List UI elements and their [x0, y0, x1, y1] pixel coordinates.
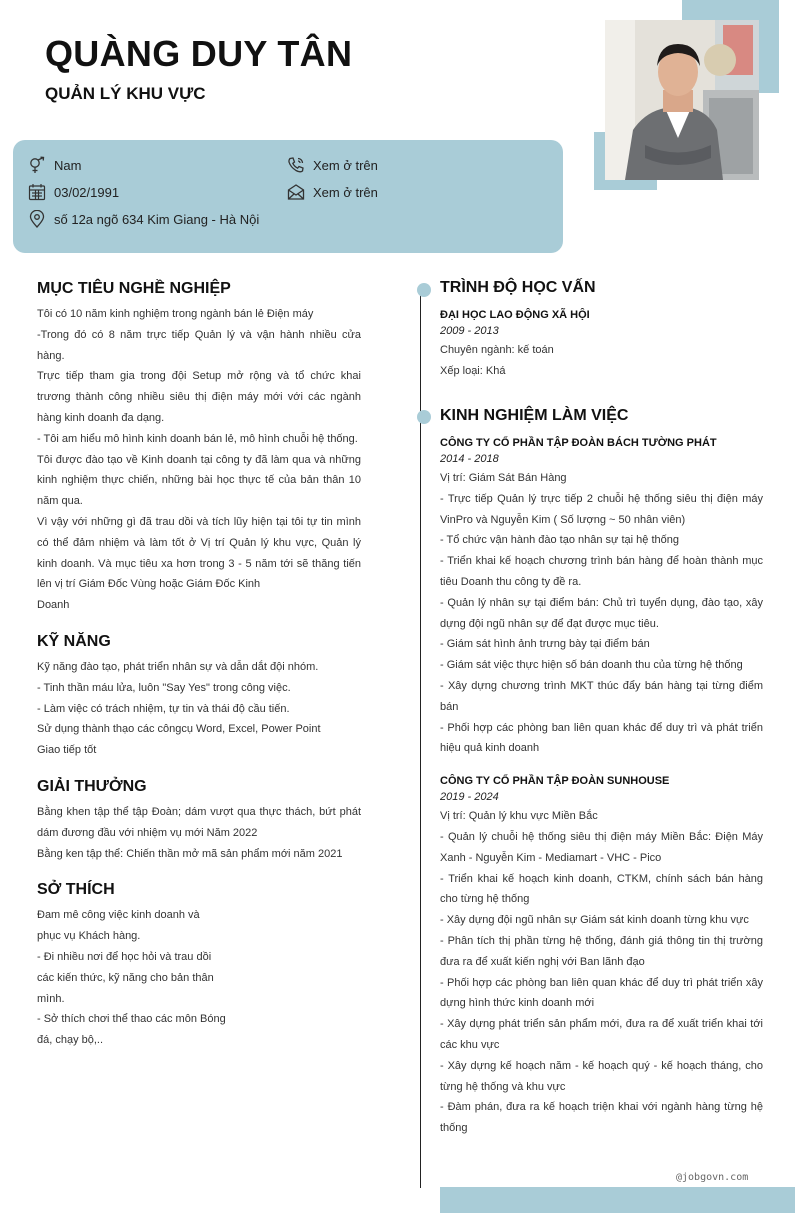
calendar-icon	[28, 183, 46, 201]
job-position: Vị trí: Quản lý khu vực Miền Bắc	[440, 810, 598, 823]
phone-value: Xem ở trên	[313, 157, 378, 173]
job-bullet: - Phối hợp các phòng ban liên quan khác để duy trì phát triển xây dựng hình thức kinh doanh mới	[440, 976, 763, 1010]
objective-line: Doanh	[37, 599, 70, 612]
job-bullet: - Trực tiếp Quản lý trực tiếp 2 chuỗi hệ thống siêu thị điện máy VinPro và Nguyễn Kim ( Số lượng ~ 50 nhân viên)	[440, 492, 763, 526]
objective-line: Vì vậy với những gì đã trau dồi và tích lũy hiện tại tôi tự tin mình có thể đảm nhiệm và làm tốt ở Vị trí Quản lý khu vực, Quản lý kinh doanh. Và mục tiêu xa hơn trong 3 - 5 năm tới sẽ thăng tiến lên vị trí Giám Đốc Vùng hoặc Giám Đốc Kinh	[37, 515, 361, 591]
profile-photo	[605, 20, 759, 180]
education-title: TRÌNH ĐỘ HỌC VẤN	[440, 279, 596, 296]
skill-line: Giao tiếp tốt	[37, 744, 97, 757]
timeline-dot-education	[417, 283, 431, 297]
job-bullet: - Phối hợp các phòng ban liên quan khác để duy trì và phát triển hiệu quả kinh doanh	[440, 721, 763, 755]
watermark: @jobgovn.com	[676, 1172, 749, 1183]
skill-line: Kỹ năng đào tạo, phát triển nhân sự và dẫn dắt đội nhóm.	[37, 660, 319, 673]
job-bullet: - Xây dựng kế hoạch năm - kế hoạch quý - kế hoạch tháng, cho từng hệ thống và khu vực	[440, 1059, 763, 1093]
hobby-line: Đam mê công việc kinh doanh và	[37, 909, 200, 922]
job-bullet: - Quản lý nhân sự tại điểm bán: Chủ trì tuyển dụng, đào tạo, xây dựng đội ngũ nhân sự để đạt được mục tiêu.	[440, 596, 763, 630]
hobbies-section	[37, 881, 361, 1051]
job-bullet: - Phân tích thị phần từng hệ thống, đánh giá thông tin thị trường đưa ra để xuất kiến nghị với Ban lãnh đạo	[440, 934, 763, 968]
job-bullet: - Xây dựng chương trình MKT thúc đẩy bán hàng tại từng điểm bán	[440, 679, 763, 713]
job-bullet: - Giám sát hình ảnh trưng bày tại điểm bán	[440, 638, 650, 651]
experience-section	[440, 407, 763, 1139]
objective-line: Tôi được đào tạo về Kinh doanh tại công ty đã làm qua và những kinh nghiệm thực chiến, những bài học thực tế của bản thân 10 năm qua.	[37, 453, 361, 508]
gender-value: Nam	[54, 157, 82, 173]
award-line: Bằng khen tập thể tập Đoàn; dám vượt qua thực thách, bứt phát dám đương đầu với nhiệm vụ mới Năm 2022	[37, 805, 361, 839]
job-bullet: - Xây dựng phát triển sản phẩm mới, đưa ra để xuất triển khai tới các khu vực	[440, 1018, 763, 1051]
skills-title: KỸ NĂNG	[37, 632, 111, 650]
phone-icon	[287, 156, 305, 174]
contact-box	[13, 140, 563, 253]
skill-line: - Làm việc có trách nhiệm, tự tin và thái độ cầu tiến.	[37, 702, 290, 715]
education-grade: Xếp loại: Khá	[440, 364, 506, 377]
education-major: Chuyên ngành: kế toán	[440, 344, 554, 356]
job-bullet: - Triển khai kế hoạch kinh doanh, CTKM, chính sách bán hàng cho từng hệ thống	[440, 872, 763, 906]
job-period: 2019 - 2024	[440, 791, 499, 804]
job-bullet: - Tổ chức vận hành đào tạo nhân sự tại hệ thống	[440, 534, 679, 547]
email-value: Xem ở trên	[313, 184, 378, 200]
address-value: số 12a ngõ 634 Kim Giang - Hà Nội	[54, 211, 260, 227]
objective-title: MỤC TIÊU NGHỀ NGHIỆP	[37, 280, 231, 297]
skill-line: Sử dụng thành thạo các côngcụ Word, Excel, Power Point	[37, 723, 321, 736]
timeline-line	[420, 290, 421, 1188]
candidate-job-title: QUẢN LÝ KHU VỰC	[45, 84, 206, 103]
objective-line: Trực tiếp tham gia trong đội Setup mở rộng và tổ chức khai trương thành công nhiều siêu thị điện máy mới với các ngành hàng kinh doanh đa dạng.	[37, 370, 361, 424]
job-period: 2014 - 2018	[440, 453, 499, 465]
birthday-value: 03/02/1991	[54, 184, 120, 200]
hobby-line: phục vụ Khách hàng.	[37, 930, 141, 943]
job-bullet: - Giám sát việc thực hiện số bán doanh thu của từng hệ thống	[440, 659, 743, 672]
contact-address	[28, 210, 259, 228]
contact-phone	[287, 156, 378, 174]
objective-line: - Tôi am hiểu mô hình kinh doanh bán lẻ, mô hình chuỗi hệ thống.	[37, 432, 358, 445]
hobby-line: mình.	[37, 992, 65, 1005]
hobby-line: các kiến thức, kỹ năng cho bản thân	[37, 971, 214, 984]
job-entry	[440, 775, 763, 1139]
decor-block-bottom	[440, 1187, 795, 1213]
timeline-dot-experience	[417, 410, 431, 424]
experience-title: KINH NGHIỆM LÀM VIỆC	[440, 407, 629, 424]
contact-gender	[28, 156, 81, 174]
education-section	[440, 279, 763, 382]
hobby-line: - Sở thích chơi thể thao các môn Bóng	[37, 1013, 226, 1026]
company-name: CÔNG TY CỔ PHẦN TẬP ĐOÀN BÁCH TƯỜNG PHÁT	[440, 437, 717, 449]
award-line: Bằng ken tập thể: Chiến thần mở mã sản phẩm mới năm 2021	[37, 847, 343, 860]
hobby-line: - Đi nhiều nơi để học hỏi và trau dồi	[37, 950, 212, 963]
job-bullet: - Triển khai kế hoạch chương trình bán hàng để hoàn thành mục tiêu Doanh thu công ty đề ra.	[440, 555, 763, 588]
envelope-icon	[287, 183, 305, 201]
job-position: Vị trí: Giám Sát Bán Hàng	[440, 472, 567, 484]
job-bullet: - Quản lý chuỗi hệ thống siêu thị điện máy Miền Bắc: Điện Máy Xanh - Nguyễn Kim - Mediamart - VHC - Pico	[440, 830, 763, 864]
skills-section	[37, 633, 361, 761]
job-bullet: - Đàm phán, đưa ra kế hoạch triện khai với ngành hàng từng hệ thống	[440, 1101, 763, 1135]
contact-birthday	[28, 183, 119, 201]
objective-section	[37, 280, 361, 616]
gender-icon	[28, 156, 46, 174]
contact-email	[287, 183, 378, 201]
awards-section	[37, 778, 361, 864]
objective-line: -Trong đó có 8 năm trực tiếp Quản lý và vận hành nhiều cửa hàng.	[37, 328, 361, 362]
job-bullet: - Xây dựng đội ngũ nhân sự Giám sát kinh doanh từng khu vực	[440, 914, 749, 927]
awards-title: GIẢI THƯỞNG	[37, 777, 147, 795]
hobby-line: đá, chạy bộ,..	[37, 1034, 104, 1047]
company-name: CÔNG TY CỔ PHẦN TẬP ĐOÀN SUNHOUSE	[440, 775, 670, 788]
skill-line: - Tinh thần máu lửa, luôn "Say Yes" trong công việc.	[37, 681, 291, 694]
candidate-name: QUÀNG DUY TÂN	[45, 33, 353, 74]
left-column	[37, 280, 361, 1068]
objective-line: Tôi có 10 năm kinh nghiệm trong ngành bán lẻ Điện máy	[37, 308, 314, 320]
hobbies-title: SỞ THÍCH	[37, 881, 115, 899]
location-pin-icon	[28, 210, 46, 228]
job-entry	[440, 437, 763, 759]
school-name: ĐẠI HỌC LAO ĐỘNG XÃ HỘI	[440, 309, 590, 321]
education-period: 2009 - 2013	[440, 325, 499, 337]
